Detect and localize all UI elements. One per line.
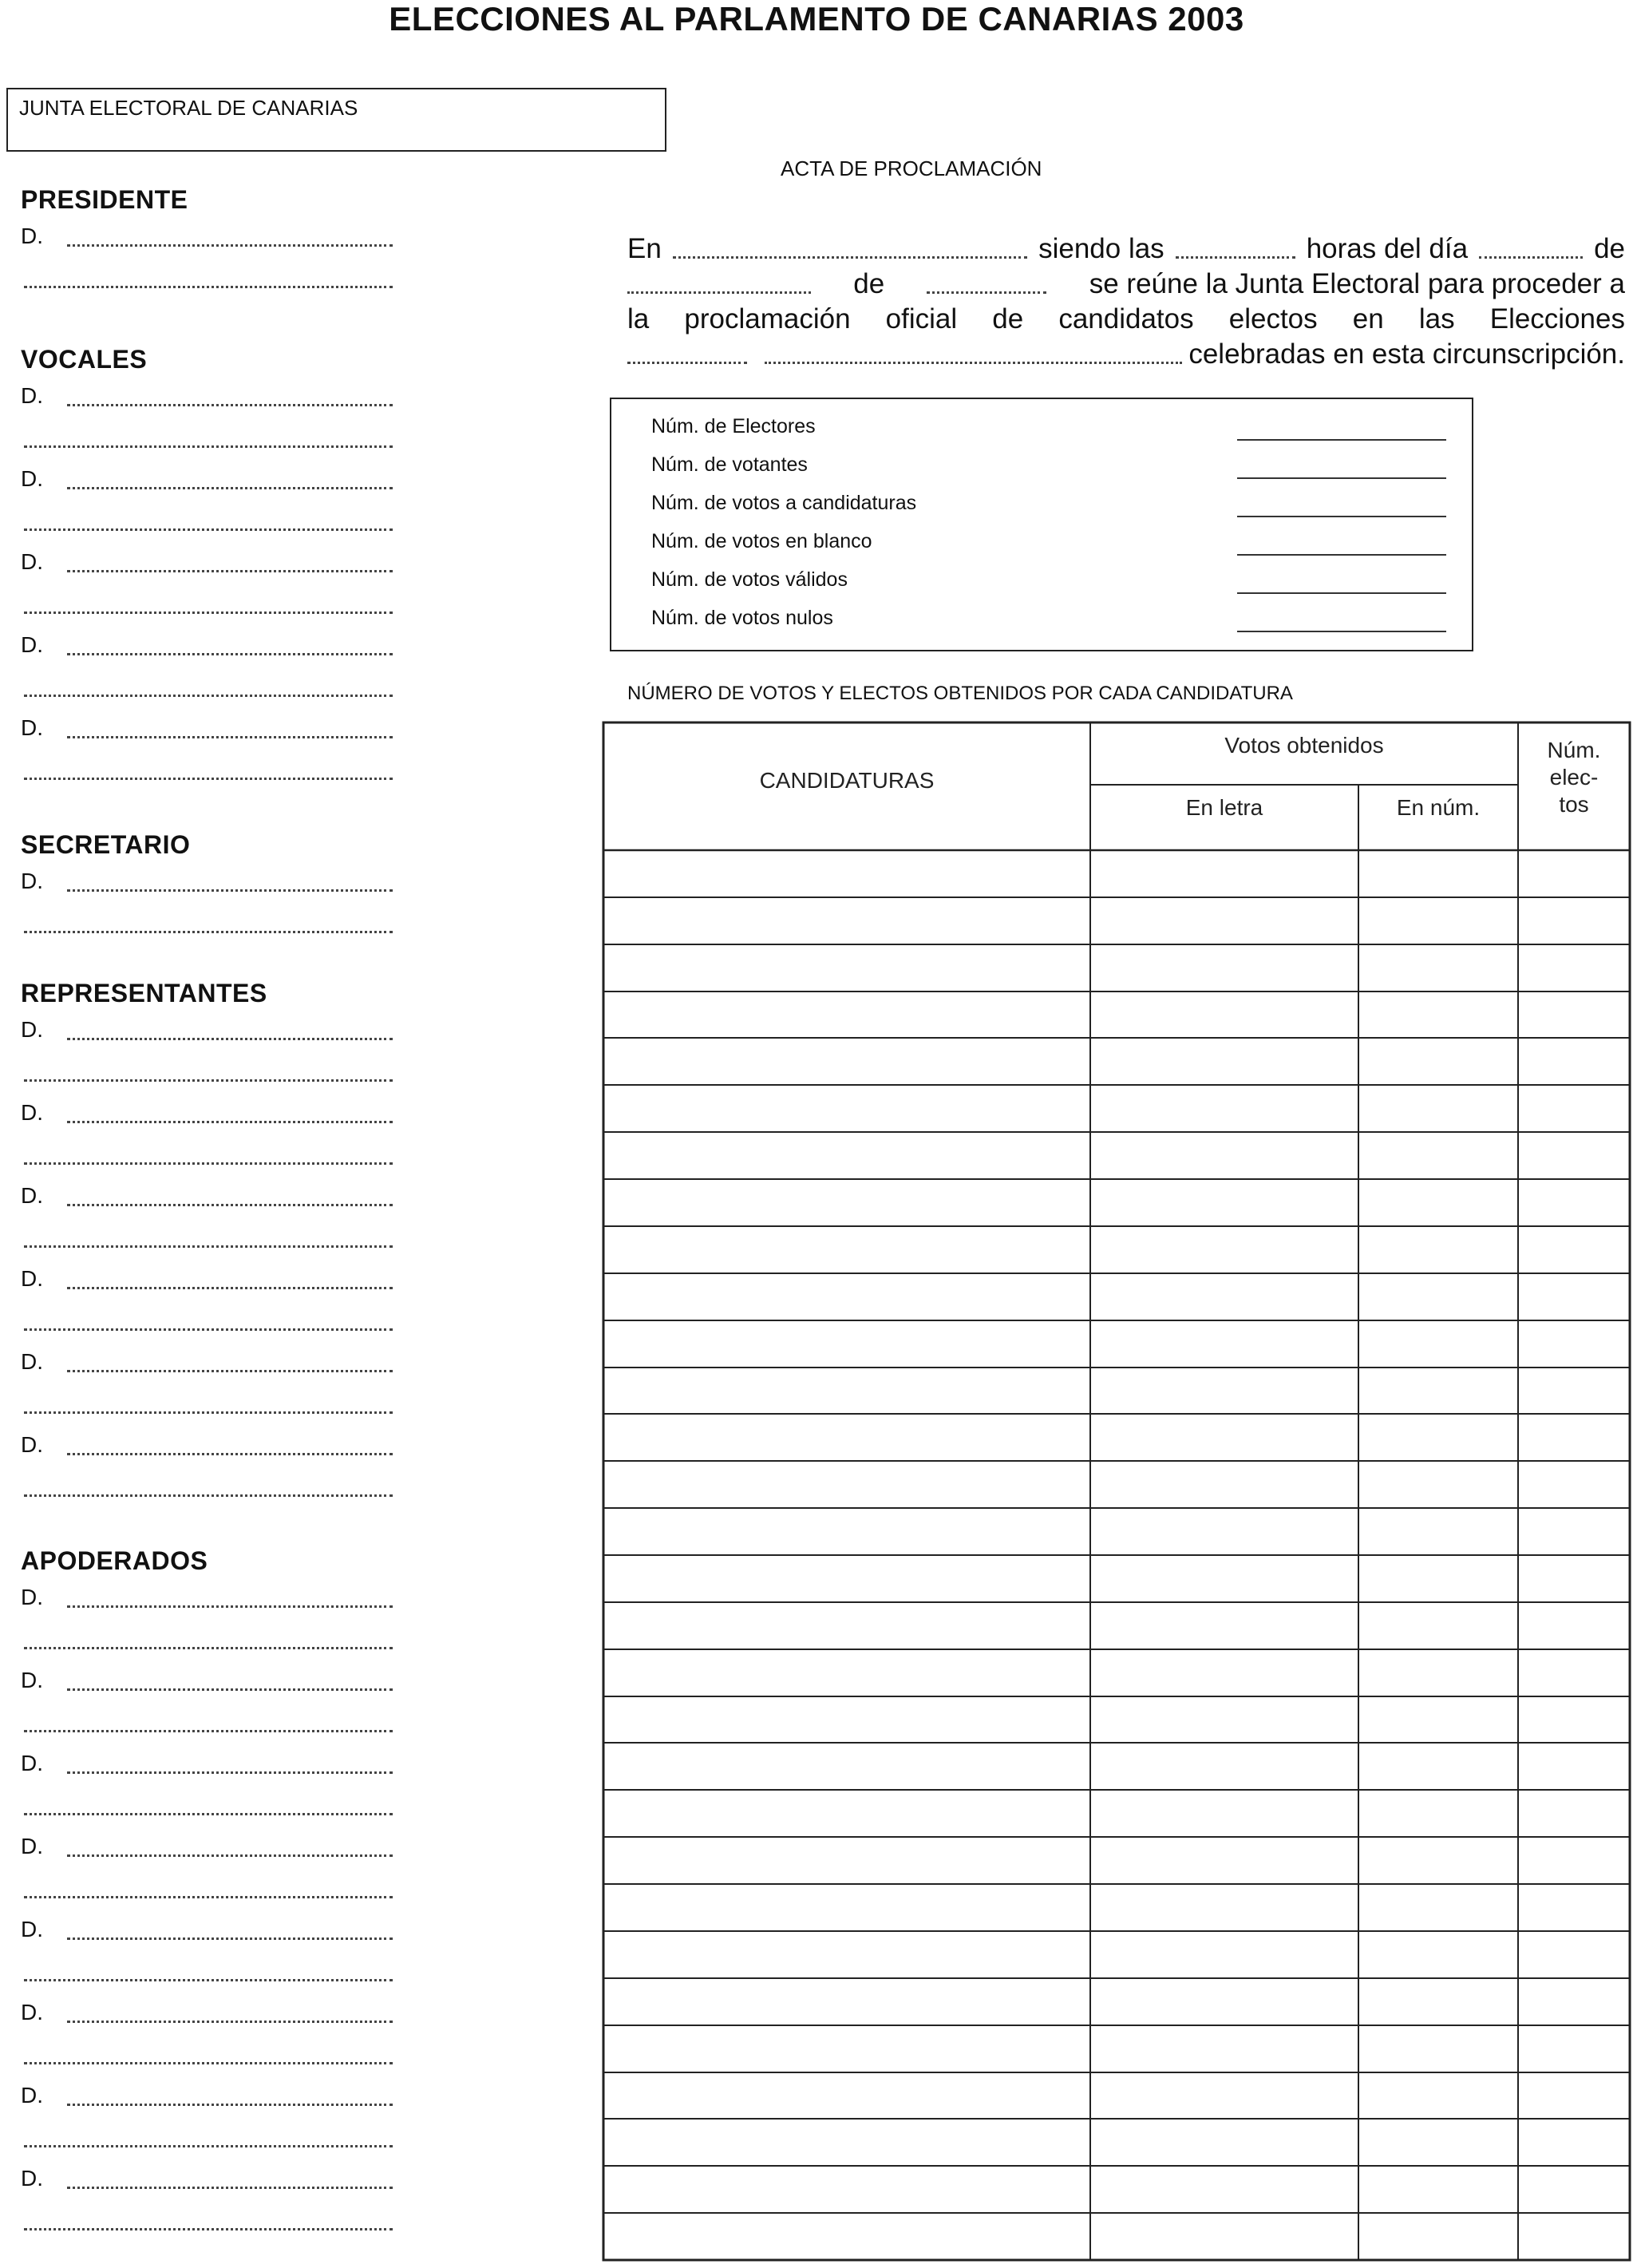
member-prefix: D.	[21, 2000, 43, 2025]
name-fill-line-2[interactable]	[24, 1328, 393, 1331]
name-fill-line[interactable]	[67, 244, 393, 247]
name-fill-line[interactable]	[67, 404, 393, 406]
name-fill-line-2[interactable]	[24, 528, 393, 531]
word: proclamación	[684, 303, 851, 334]
header-candidaturas: CANDIDATURAS	[759, 768, 935, 793]
stat-value-line[interactable]	[1237, 554, 1446, 556]
section-representantes: REPRESENTANTES	[21, 979, 267, 1007]
name-fill-line[interactable]	[67, 736, 393, 738]
name-fill-line[interactable]	[67, 889, 393, 892]
name-fill-line-2[interactable]	[24, 1730, 393, 1732]
stat-value-line[interactable]	[1237, 439, 1446, 441]
member-prefix: D.	[21, 632, 43, 657]
member-prefix: D.	[21, 1834, 43, 1858]
table-border	[603, 722, 1630, 2260]
paragraph-line-1	[627, 232, 1625, 267]
name-fill-line[interactable]	[67, 1204, 393, 1206]
word: de	[992, 303, 1024, 334]
name-fill-line-2[interactable]	[24, 1647, 393, 1649]
member-prefix: D.	[21, 1751, 43, 1775]
member-prefix: D.	[21, 1017, 43, 1042]
name-fill-line[interactable]	[67, 1287, 393, 1289]
name-fill-line[interactable]	[67, 1688, 393, 1691]
stat-value-line[interactable]	[1237, 477, 1446, 479]
fill-dots[interactable]	[1479, 232, 1583, 259]
header-en-num: En núm.	[1396, 795, 1481, 820]
paragraph-line-2	[627, 267, 1625, 302]
name-fill-line[interactable]	[67, 2104, 393, 2106]
name-fill-line-2[interactable]	[24, 695, 393, 697]
junta-label: JUNTA ELECTORAL DE CANARIAS	[19, 96, 358, 120]
name-fill-line[interactable]	[67, 2021, 393, 2023]
name-fill-line-2[interactable]	[24, 286, 393, 288]
name-fill-line-2[interactable]	[24, 612, 393, 614]
name-fill-line-2[interactable]	[24, 778, 393, 780]
member-prefix: D.	[21, 1668, 43, 1692]
word: de	[1594, 233, 1625, 264]
section-apoderados: APODERADOS	[21, 1546, 208, 1575]
member-prefix: D.	[21, 2083, 43, 2108]
acta-paragraph	[627, 232, 1625, 372]
name-fill-line-2[interactable]	[24, 2228, 393, 2230]
word: las	[1418, 303, 1455, 334]
stat-value-line[interactable]	[1237, 592, 1446, 594]
member-prefix: D.	[21, 549, 43, 574]
fill-dots[interactable]	[1176, 232, 1295, 259]
name-fill-line-2[interactable]	[24, 2062, 393, 2064]
stat-label: Núm. de votantes	[651, 453, 808, 476]
name-fill-line[interactable]	[67, 1771, 393, 1774]
name-fill-line[interactable]	[67, 1937, 393, 1940]
page-title: ELECCIONES AL PARLAMENTO DE CANARIAS 2003	[389, 0, 1244, 38]
stat-label: Núm. de votos a candidaturas	[651, 492, 917, 514]
member-prefix: D.	[21, 224, 43, 248]
member-prefix: D.	[21, 869, 43, 893]
word: horas del día	[1306, 233, 1469, 264]
name-fill-line[interactable]	[67, 1370, 393, 1372]
junta-box	[6, 88, 666, 152]
name-fill-line-2[interactable]	[24, 1079, 393, 1082]
header-num-electos-1: Núm.	[1547, 738, 1601, 762]
paragraph-line-4	[627, 337, 1625, 372]
name-fill-line[interactable]	[67, 2187, 393, 2189]
name-fill-line-2[interactable]	[24, 445, 393, 448]
header-num-electos-3: tos	[1559, 792, 1589, 817]
section-presidente: PRESIDENTE	[21, 185, 188, 214]
header-en-letra: En letra	[1185, 795, 1263, 820]
name-fill-line[interactable]	[67, 1038, 393, 1040]
fill-dots[interactable]	[627, 337, 747, 364]
candidaturas-table	[602, 721, 1631, 2262]
name-fill-line[interactable]	[67, 1121, 393, 1123]
word: de	[853, 268, 885, 299]
name-fill-line[interactable]	[67, 570, 393, 572]
stat-label: Núm. de votos nulos	[651, 607, 833, 629]
table-grid	[602, 721, 1631, 2262]
word: Elecciones	[1489, 303, 1625, 334]
word: electos	[1228, 303, 1318, 334]
member-prefix: D.	[21, 1585, 43, 1609]
section-secretario: SECRETARIO	[21, 830, 191, 859]
name-fill-line-2[interactable]	[24, 1813, 393, 1815]
word: En	[627, 233, 662, 264]
name-fill-line-2[interactable]	[24, 2145, 393, 2147]
stat-label: Núm. de Electores	[651, 415, 816, 437]
member-prefix: D.	[21, 715, 43, 740]
name-fill-line[interactable]	[67, 1453, 393, 1455]
fill-dots[interactable]	[627, 267, 811, 294]
member-prefix: D.	[21, 1183, 43, 1208]
member-prefix: D.	[21, 1266, 43, 1291]
header-num-electos-2: elec-	[1549, 765, 1599, 790]
member-prefix: D.	[21, 1349, 43, 1374]
header-votos-obtenidos: Votos obtenidos	[1224, 733, 1384, 758]
fill-dots[interactable]	[673, 232, 1027, 259]
name-fill-line-2[interactable]	[24, 931, 393, 933]
table-heading: NÚMERO DE VOTOS Y ELECTOS OBTENIDOS POR CADA CANDIDATURA	[627, 683, 1293, 704]
stat-label: Núm. de votos en blanco	[651, 530, 872, 552]
acta-heading: ACTA DE PROCLAMACIÓN	[781, 156, 1042, 180]
name-fill-line-2[interactable]	[24, 1979, 393, 1981]
member-prefix: D.	[21, 383, 43, 408]
name-fill-line-2[interactable]	[24, 1494, 393, 1497]
fill-dots[interactable]	[765, 337, 1182, 364]
word: celebradas en esta circunscripción.	[1188, 338, 1625, 370]
name-fill-line[interactable]	[67, 1854, 393, 1857]
word: la	[627, 303, 650, 334]
name-fill-line[interactable]	[67, 487, 393, 489]
stats-box	[610, 398, 1473, 651]
stat-value-line[interactable]	[1237, 631, 1446, 632]
name-fill-line-2[interactable]	[24, 1896, 393, 1898]
member-prefix: D.	[21, 466, 43, 491]
member-prefix: D.	[21, 1100, 43, 1125]
name-fill-line[interactable]	[67, 653, 393, 655]
member-prefix: D.	[21, 1432, 43, 1457]
member-prefix: D.	[21, 2166, 43, 2191]
word: siendo las	[1038, 233, 1164, 264]
word: candidatos	[1058, 303, 1194, 334]
member-prefix: D.	[21, 1917, 43, 1941]
word: se reúne la Junta Electoral para proceder a	[1089, 268, 1625, 299]
fill-dots[interactable]	[927, 267, 1046, 294]
name-fill-line[interactable]	[67, 1605, 393, 1608]
stat-label: Núm. de votos válidos	[651, 568, 848, 591]
stat-value-line[interactable]	[1237, 516, 1446, 517]
name-fill-line-2[interactable]	[24, 1411, 393, 1414]
name-fill-line-2[interactable]	[24, 1245, 393, 1248]
word: oficial	[885, 303, 958, 334]
section-vocales: VOCALES	[21, 345, 148, 374]
name-fill-line-2[interactable]	[24, 1162, 393, 1165]
paragraph-line-3	[627, 302, 1625, 337]
word: en	[1352, 303, 1384, 334]
